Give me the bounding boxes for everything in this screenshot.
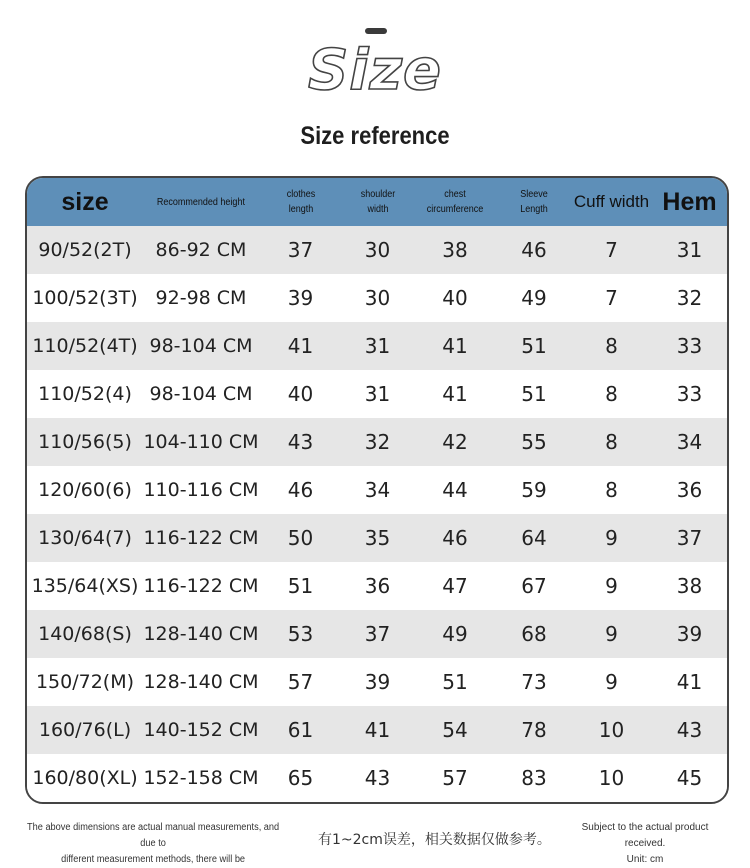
sleeve-length-cell: 73	[521, 670, 547, 694]
table-row	[27, 658, 727, 706]
cuff-width-cell: 8	[605, 430, 618, 454]
table-header-row	[27, 178, 727, 226]
size-cell: 140/68(S)	[38, 623, 132, 645]
footer-left-line1: The above dimensions are actual manual measurements, and due to	[27, 822, 280, 849]
hem-cell: 33	[676, 334, 703, 358]
sleeve-length-cell: 59	[521, 478, 547, 502]
height-cell: 152-158 CM	[143, 767, 259, 789]
clothes-length-cell: 43	[287, 430, 314, 454]
hem-cell: 45	[676, 766, 703, 790]
table-row	[27, 274, 727, 322]
sleeve-length-cell: 51	[521, 382, 547, 406]
height-cell: 116-122 CM	[143, 527, 259, 549]
header-clothes-length: clothes length	[286, 189, 315, 215]
clothes-length-cell: 50	[287, 526, 314, 550]
clothes-length-cell: 51	[287, 574, 314, 598]
shoulder-width-cell: 34	[364, 478, 391, 502]
sleeve-length-cell: 67	[521, 574, 547, 598]
size-cell: 110/52(4)	[38, 383, 132, 405]
table-row	[27, 322, 727, 370]
hem-cell: 36	[676, 478, 703, 502]
cuff-width-cell: 7	[605, 238, 618, 262]
chest-cell: 42	[442, 430, 468, 454]
page-title: Size	[307, 38, 443, 103]
cuff-width-cell: 9	[605, 526, 618, 550]
footer-left-line2: different measurement methods, there will be	[61, 854, 246, 865]
shoulder-width-cell: 32	[364, 430, 391, 454]
chest-cell: 57	[442, 766, 468, 790]
size-cell: 110/52(4T)	[32, 335, 138, 357]
header-cuff-width: Cuff width	[573, 192, 650, 211]
sleeve-length-cell: 51	[521, 334, 547, 358]
footer-right-line1: Subject to the actual product received.	[581, 822, 709, 849]
height-cell: 128-140 CM	[143, 623, 259, 645]
height-cell: 140-152 CM	[143, 719, 259, 741]
shoulder-width-cell: 31	[364, 334, 391, 358]
hem-cell: 41	[676, 670, 703, 694]
height-cell: 104-110 CM	[143, 431, 259, 453]
page-subtitle: Size reference	[300, 122, 450, 150]
size-cell: 135/64(XS)	[31, 575, 139, 597]
shoulder-width-cell: 43	[364, 766, 391, 790]
height-cell: 128-140 CM	[143, 671, 259, 693]
hem-cell: 34	[676, 430, 703, 454]
clothes-length-cell: 53	[287, 622, 314, 646]
hem-cell: 39	[676, 622, 703, 646]
header-size: size	[61, 187, 109, 216]
header-recommended-height: Recommended height	[156, 196, 246, 208]
hem-cell: 38	[676, 574, 703, 598]
hem-cell: 31	[676, 238, 703, 262]
footer-note-middle: 有1~2cm误差，相关数据仅做参考。	[318, 832, 551, 848]
height-cell: 98-104 CM	[149, 335, 253, 357]
chest-cell: 54	[442, 718, 468, 742]
cuff-width-cell: 8	[605, 334, 618, 358]
size-cell: 150/72(M)	[35, 671, 135, 693]
table-row	[27, 754, 727, 802]
height-cell: 98-104 CM	[149, 383, 253, 405]
chest-cell: 41	[442, 334, 468, 358]
cuff-width-cell: 9	[605, 574, 618, 598]
sleeve-length-cell: 46	[521, 238, 547, 262]
clothes-length-cell: 46	[287, 478, 314, 502]
cuff-width-cell: 10	[598, 718, 625, 742]
size-cell: 160/80(XL)	[32, 767, 138, 789]
cuff-width-cell: 8	[605, 382, 618, 406]
shoulder-width-cell: 31	[364, 382, 391, 406]
table-row	[27, 610, 727, 658]
table-row	[27, 226, 727, 274]
shoulder-width-cell: 41	[364, 718, 391, 742]
table-row	[27, 370, 727, 418]
top-indicator-bar	[365, 28, 387, 34]
clothes-length-cell: 65	[287, 766, 314, 790]
shoulder-width-cell: 30	[364, 286, 391, 310]
header-chest-circumference: chest circumference	[426, 189, 484, 215]
clothes-length-cell: 57	[287, 670, 314, 694]
size-cell: 110/56(5)	[38, 431, 132, 453]
footer-right-line2: Unit: cm	[626, 854, 664, 865]
hem-cell: 32	[676, 286, 703, 310]
sleeve-length-cell: 64	[521, 526, 547, 550]
sleeve-length-cell: 68	[521, 622, 547, 646]
table-row	[27, 418, 727, 466]
header-sleeve-length: Sleeve Length	[520, 189, 548, 215]
chest-cell: 51	[442, 670, 468, 694]
table-row	[27, 514, 727, 562]
header-hem: Hem	[662, 187, 717, 216]
cuff-width-cell: 7	[605, 286, 618, 310]
shoulder-width-cell: 36	[364, 574, 391, 598]
chest-cell: 40	[442, 286, 468, 310]
height-cell: 110-116 CM	[143, 479, 259, 501]
size-cell: 100/52(3T)	[32, 287, 138, 309]
chest-cell: 47	[442, 574, 468, 598]
shoulder-width-cell: 39	[364, 670, 391, 694]
shoulder-width-cell: 37	[364, 622, 391, 646]
size-cell: 90/52(2T)	[38, 239, 132, 261]
size-table-container	[25, 176, 729, 804]
table-row	[27, 706, 727, 754]
cuff-width-cell: 8	[605, 478, 618, 502]
hem-cell: 33	[676, 382, 703, 406]
size-table	[27, 178, 727, 802]
clothes-length-cell: 41	[287, 334, 314, 358]
chest-cell: 38	[442, 238, 468, 262]
table-row	[27, 466, 727, 514]
size-cell: 160/76(L)	[38, 719, 132, 741]
sleeve-length-cell: 83	[521, 766, 547, 790]
height-cell: 86-92 CM	[155, 239, 247, 261]
sleeve-length-cell: 49	[521, 286, 547, 310]
cuff-width-cell: 10	[598, 766, 625, 790]
sleeve-length-cell: 78	[521, 718, 547, 742]
chest-cell: 49	[442, 622, 468, 646]
size-cell: 130/64(7)	[38, 527, 132, 549]
hem-cell: 43	[676, 718, 703, 742]
footer-note-right	[560, 820, 730, 868]
chest-cell: 41	[442, 382, 468, 406]
height-cell: 92-98 CM	[155, 287, 247, 309]
shoulder-width-cell: 35	[364, 526, 391, 550]
chest-cell: 44	[442, 478, 468, 502]
header-shoulder-width: shoulder width	[360, 189, 395, 215]
clothes-length-cell: 37	[287, 238, 314, 262]
shoulder-width-cell: 30	[364, 238, 391, 262]
size-cell: 120/60(6)	[38, 479, 132, 501]
height-cell: 116-122 CM	[143, 575, 259, 597]
table-body	[27, 226, 727, 802]
hem-cell: 37	[676, 526, 703, 550]
chest-cell: 46	[442, 526, 468, 550]
clothes-length-cell: 39	[287, 286, 314, 310]
table-row	[27, 562, 727, 610]
sleeve-length-cell: 55	[521, 430, 547, 454]
clothes-length-cell: 40	[287, 382, 314, 406]
cuff-width-cell: 9	[605, 622, 618, 646]
cuff-width-cell: 9	[605, 670, 618, 694]
clothes-length-cell: 61	[287, 718, 314, 742]
footer-note-left	[22, 820, 284, 868]
